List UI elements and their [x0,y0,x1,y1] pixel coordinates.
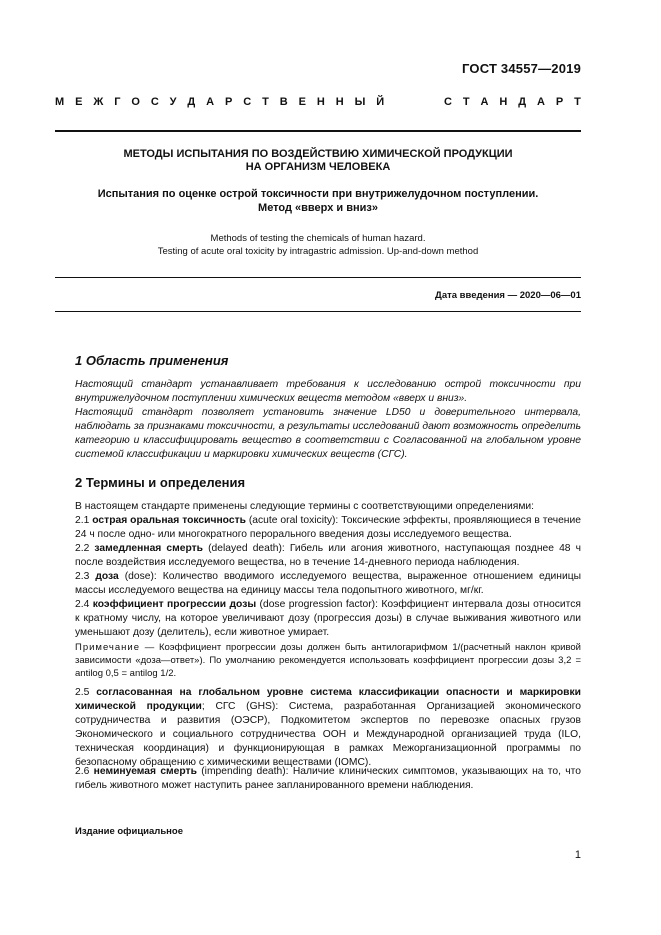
term-definition: ; СГС (GHS): Система, разработанная Организацией экономического сотрудничества и развития (ОЭСР), Подкомитетом экспертов по перевозке опасных грузов Экономического и социального сотрудничества ООН и Международной организацией труда (ILO, техническая координация) и функционирующая в рамках Межорганизационной программы по безопасному обращению с химическими веществами (IOMC). [75,701,581,768]
banner-letter: А [536,96,545,108]
term-definition: (impending death): Наличие клинических симптомов, указывающих на то, что гибель животного может наступить ранее запланированного времени наблюдения. [75,766,581,791]
english-title-line: Methods of testing the chemicals of human hazard. [210,233,426,244]
banner-letter: О [131,96,140,108]
document-number: ГОСТ 34557—2019 [462,61,581,76]
term-number: 2.5 [75,687,90,698]
term-number: 2.3 [75,571,90,582]
subtitle-line: Метод «вверх и вниз» [258,202,378,214]
section-1-paragraph-2: Настоящий стандарт позволяет установить значение LD50 и доверительного интервала, наблюдать за признаками токсичности, а результаты исследований дают возможность определить категорию и классифицировать вещество в соответствии с Согласованной на глобальном уровне системой классификации и маркировки химических веществ (СГС). [75,407,581,460]
term-2-1 [75,514,581,542]
banner-letter: А [206,96,215,108]
section-1-heading [75,353,228,368]
banner-letter: Т [462,96,470,108]
banner-letter: Т [574,96,581,108]
banner-letter: Е [298,96,306,108]
term-2-5 [75,686,581,770]
section-heading: 1 Область применения [75,353,229,368]
standard-banner [55,96,581,108]
english-title-line: Testing of acute oral toxicity by intragastric admission. Up-and-down method [157,246,479,257]
title-line: НА ОРГАНИЗМ ЧЕЛОВЕКА [245,161,391,173]
term-name: доза [95,571,119,582]
banner-letter: Н [335,96,344,108]
term-name: согласованная на глобальном уровне система классификации опасности и маркировки химической продукции [75,687,581,712]
term-number: 2.2 [75,543,90,554]
title-divider [55,277,581,278]
term-definition: (acute oral toxicity): Токсические эффекты, проявляющиеся в течение 24 ч после одно- или многократного перорального введения дозы исследуемого вещества. [75,515,581,540]
banner-letter: С [243,96,252,108]
banner-letter: Д [518,96,527,108]
section-2-heading [75,475,245,490]
term-name: замедленная смерть [94,543,204,554]
banner-letter: Р [225,96,233,108]
section-heading: 2 Термины и определения [75,475,246,490]
page-number: 1 [574,849,581,861]
banner-letter: Н [499,96,508,108]
document-title [55,148,581,174]
banner-letter: С [444,96,452,108]
term-number: 2.4 [75,599,90,610]
term-2-2 [75,542,581,570]
introduction-date: Дата введения — 2020—06—01 [435,290,581,301]
term-number: 2.6 [75,766,90,777]
term-definition: (dose progression factor): Коэффициент интервала дозы относится к кратному числу, на которое увеличивают дозу (прогрессия дозы) в случае выживания животного или уменьшают дозу (делитель), если животное умирает. [75,599,581,638]
subtitle-line: Испытания по оценке острой токсичности при внутрижелудочном поступлении. [97,188,539,200]
term-2-3 [75,570,581,598]
term-name: острая оральная токсичность [92,515,246,526]
term-2-4-note [75,641,581,680]
term-2-4 [75,598,581,640]
banner-letter: У [169,96,177,108]
term-definition: (delayed death): Гибель или агония животного, наступающая позднее 48 ч после воздействия исследуемого вещества, но в течение 14-дневного периода наблюдения. [75,543,581,568]
official-edition-label: Издание официальное [75,826,183,837]
section-1-paragraph-1: Настоящий стандарт устанавливает требования к исследованию острой токсичности при внутрижелудочном поступлении химических веществ методом «вверх и вниз». [75,379,581,404]
date-divider [55,311,581,312]
banner-gap [395,96,433,108]
section-2-intro: В настоящем стандарте применены следующие термины с соответствующими определениями: [75,501,535,512]
banner-letter: Ж [93,96,104,108]
banner-letter: М [55,96,65,108]
term-definition: (dose): Количество вводимого исследуемого вещества, выраженное отношением единицы массы исследуемого вещества на единицу массы тела подопытного животного, мг/кг. [75,571,581,596]
term-number: 2.1 [75,515,90,526]
banner-letter: Н [316,96,325,108]
term-name: коэффициент прогрессии дозы [92,599,257,610]
banner-letter: А [480,96,489,108]
banner-letter: Д [187,96,196,108]
header-divider [55,130,581,132]
banner-letter: Ы [354,96,366,108]
document-subtitle [55,187,581,215]
term-2-6 [75,765,581,793]
banner-letter: В [279,96,288,108]
banner-letter: С [150,96,159,108]
banner-letter: Й [376,96,385,108]
title-line: МЕТОДЫ ИСПЫТАНИЯ ПО ВОЗДЕЙСТВИЮ ХИМИЧЕСКОЙ ПРОДУКЦИИ [123,148,513,160]
note-text: — Коэффициент прогрессии дозы должен быть антилогарифмом 1/(расчетный наклон кривой зависимости «доза—ответ»). По умолчанию рекомендуется использовать коэффициент прогрессии дозы 3,2 = antilog 0,5 = antilog 1/2. [75,642,581,679]
banner-letter: Е [75,96,83,108]
note-label: Примечание [75,642,140,653]
english-title [55,232,581,258]
banner-letter: Т [262,96,269,108]
banner-letter: Г [114,96,121,108]
term-name: неминуемая смерть [93,766,197,777]
banner-letter: Р [555,96,564,108]
